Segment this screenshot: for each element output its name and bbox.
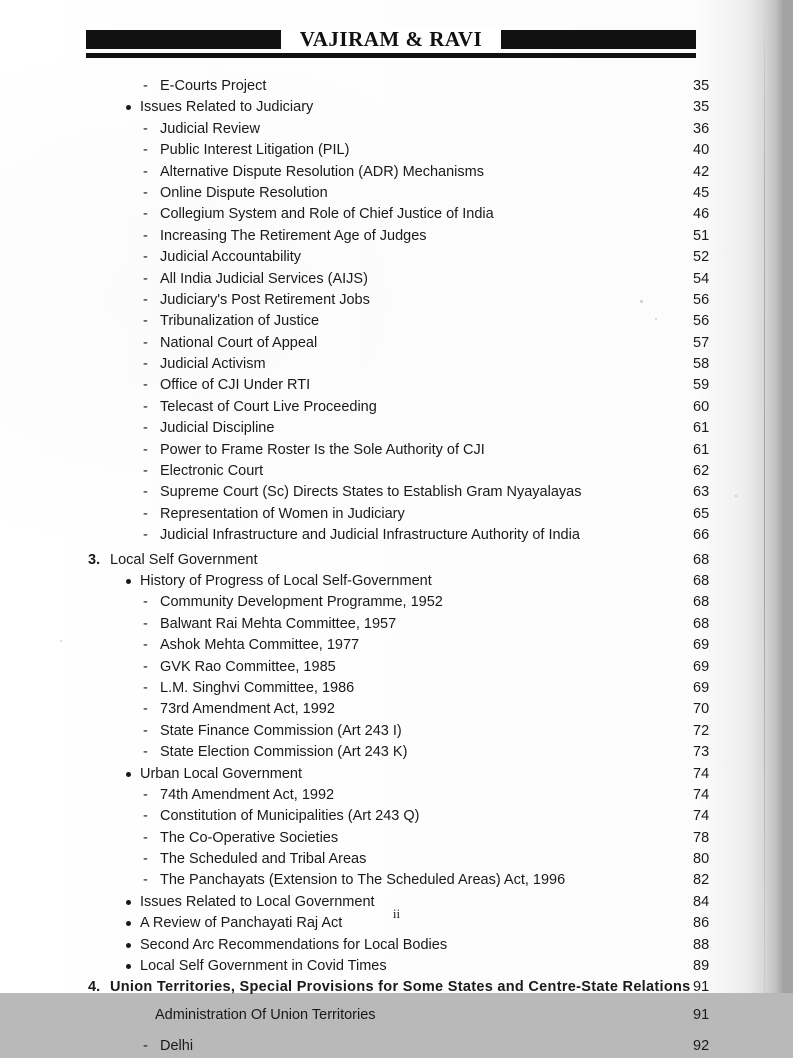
toc-entry-page-number: 46 [693,206,710,223]
toc-entry-label: The Co-Operative Societies [160,829,339,846]
toc-row[interactable] [0,162,793,183]
toc-entry-label: Judicial Review [160,120,260,137]
toc-entry-label: Representation of Women in Judiciary [160,505,405,522]
scan-speck [735,495,737,497]
toc-entry-label: Judicial Accountability [160,249,302,266]
header-rule-left [86,30,281,49]
toc-entry-page-number: 61 [693,420,710,437]
toc-entry-page-number: 45 [693,184,710,201]
bullet-icon [126,943,131,948]
toc-entry-page-number: 82 [693,872,710,889]
dash-icon: - [143,120,148,137]
toc-entry-label: L.M. Singhvi Committee, 1986 [160,679,355,696]
dash-icon: - [143,356,148,373]
toc-entry-page-number: 36 [693,120,710,137]
toc-entry-page-number: 54 [693,270,710,287]
toc-row[interactable] [0,418,793,439]
toc-entry-label: All India Judicial Services (AIJS) [160,270,368,287]
dash-icon: - [143,615,148,632]
toc-entry-page-number: 92 [693,1038,710,1055]
toc-row[interactable] [0,311,793,332]
toc-entry-label: E-Courts Project [160,78,267,94]
toc-row[interactable] [0,742,793,763]
toc-row[interactable] [0,119,793,140]
toc-entry-page-number: 74 [693,786,710,803]
toc-row[interactable] [0,870,793,891]
toc-entry-page-number: 70 [693,701,710,718]
toc-entry-label: A Review of Panchayati Raj Act [140,915,343,932]
toc-row[interactable] [0,785,793,806]
bullet-icon [126,579,131,584]
toc-entry-label: Judicial Activism [160,356,266,373]
toc-entry-label: Collegium System and Role of Chief Justice of India [160,206,494,223]
dash-icon: - [143,420,148,437]
toc-entry-label: Increasing The Retirement Age of Judges [160,227,427,244]
toc-entry-page-number: 42 [693,163,710,180]
toc-row[interactable] [0,269,793,290]
toc-entry-page-number: 56 [693,313,710,330]
toc-entry-label: Local Self Government in Covid Times [140,958,387,975]
toc-entry-page-number: 69 [693,679,710,696]
toc-entry-label: Constitution of Municipalities (Art 243 Q) [160,808,420,825]
toc-entry-page-number: 69 [693,637,710,654]
dash-icon: - [143,163,148,180]
toc-entry-page-number: 68 [693,594,710,611]
dash-icon: - [143,786,148,803]
toc-entry-label: Power to Frame Roster Is the Sole Authority of CJI [160,441,485,458]
dash-icon: - [143,744,148,761]
table-of-contents [0,76,793,1055]
toc-entry-page-number: 73 [693,744,710,761]
toc-entry-page-number: 51 [693,227,710,244]
toc-row[interactable] [0,140,793,161]
toc-row[interactable] [0,1005,793,1026]
toc-entry-page-number: 66 [693,527,710,544]
toc-row[interactable] [0,76,793,97]
toc-entry-page-number: 52 [693,249,710,266]
toc-entry-label: Judiciary's Post Retirement Jobs [160,291,370,308]
dash-icon: - [143,313,148,330]
toc-entry-label: Administration Of Union Territories [155,1006,376,1023]
toc-entry-label: Urban Local Government [140,765,302,782]
toc-row[interactable] [0,204,793,225]
toc-entry-page-number: 58 [693,356,710,373]
toc-row[interactable] [0,397,793,418]
toc-entry-page-number: 57 [693,334,710,351]
dash-icon: - [143,142,148,159]
toc-entry-label: The Panchayats (Extension to The Scheduled Areas) Act, 1996 [160,872,566,889]
toc-entry-label: Ashok Mehta Committee, 1977 [160,637,360,654]
toc-entry-page-number: 74 [693,765,710,782]
dash-icon: - [143,505,148,522]
dash-icon: - [143,808,148,825]
toc-row[interactable] [0,226,793,247]
toc-entry-label: Second Arc Recommendations for Local Bodies [140,936,448,953]
dash-icon: - [143,291,148,308]
toc-row[interactable] [0,721,793,742]
toc-entry-label: Supreme Court (Sc) Directs States to Establish Gram Nyayalayas [160,484,582,501]
toc-entry-page-number: 84 [693,893,710,910]
dash-icon: - [143,851,148,868]
toc-entry-label: Judicial Discipline [160,420,275,437]
dash-icon: - [143,701,148,718]
page-edge-line [764,0,765,993]
toc-entry-label: Judicial Infrastructure and Judicial Infrastructure Authority of India [160,527,580,544]
toc-entry-page-number: 68 [693,572,710,589]
toc-entry-page-number: 61 [693,441,710,458]
toc-entry-label: Alternative Dispute Resolution (ADR) Mechanisms [160,163,484,180]
toc-entry-label: Public Interest Litigation (PIL) [160,142,350,159]
toc-entry-page-number: 74 [693,808,710,825]
toc-row[interactable] [0,550,793,571]
dash-icon: - [143,184,148,201]
scan-speck [640,300,643,303]
dash-icon: - [143,463,148,480]
toc-row[interactable] [0,375,793,396]
scan-speck [60,640,62,642]
toc-row[interactable] [0,333,793,354]
toc-entry-page-number: 35 [693,78,710,94]
toc-row[interactable] [0,614,793,635]
bullet-icon [126,105,131,110]
dash-icon: - [143,722,148,739]
toc-entry-label: History of Progress of Local Self-Government [140,572,432,589]
header-rule-right [491,30,696,49]
toc-entry-page-number: 91 [693,1006,710,1023]
toc-section-number: 3. [88,551,101,568]
toc-row[interactable] [0,699,793,720]
toc-row[interactable] [0,183,793,204]
toc-row[interactable] [0,657,793,678]
dash-icon: - [143,484,148,501]
dash-icon: - [143,377,148,394]
toc-entry-label: Online Dispute Resolution [160,184,328,201]
toc-entry-page-number: 35 [693,99,710,116]
toc-row[interactable] [0,849,793,870]
toc-entry-label: State Finance Commission (Art 243 I) [160,722,402,739]
toc-row[interactable] [0,764,793,785]
publisher-title: VAJIRAM & RAVI [281,26,501,52]
toc-row[interactable] [0,247,793,268]
toc-row[interactable] [0,592,793,613]
page-number-footer: ii [392,906,401,921]
dash-icon: - [143,334,148,351]
toc-row[interactable] [0,504,793,525]
toc-entry-label: Community Development Programme, 1952 [160,594,443,611]
toc-row[interactable] [0,97,793,118]
toc-entry-page-number: 68 [693,615,710,632]
toc-entry-label: 74th Amendment Act, 1992 [160,786,335,803]
toc-entry-page-number: 40 [693,142,710,159]
dash-icon: - [143,206,148,223]
scan-speck [655,318,657,320]
dash-icon: - [143,594,148,611]
toc-entry-page-number: 62 [693,463,710,480]
toc-entry-page-number: 78 [693,829,710,846]
dash-icon: - [143,270,148,287]
dash-icon: - [143,398,148,415]
toc-entry-label: Tribunalization of Justice [160,313,320,330]
toc-section-number: 4. [88,979,101,996]
toc-row[interactable] [0,354,793,375]
bullet-icon [126,964,131,969]
toc-entry-page-number: 65 [693,505,710,522]
bullet-icon [126,772,131,777]
toc-entry-page-number: 86 [693,915,710,932]
dash-icon: - [143,829,148,846]
dash-icon: - [143,872,148,889]
bullet-icon [126,900,131,905]
toc-row[interactable] [0,290,793,311]
toc-row[interactable] [0,806,793,827]
page-header [86,26,696,56]
toc-entry-label: Electronic Court [160,463,264,480]
dash-icon: - [143,658,148,675]
toc-entry-label: Union Territories, Special Provisions for Some States and Centre-State Relations [110,979,691,996]
dash-icon: - [143,637,148,654]
dash-icon: - [143,679,148,696]
toc-row[interactable] [0,525,793,546]
toc-entry-page-number: 60 [693,398,710,415]
toc-entry-page-number: 69 [693,658,710,675]
toc-entry-page-number: 80 [693,851,710,868]
toc-entry-page-number: 89 [693,958,710,975]
toc-row[interactable] [0,956,793,977]
toc-row[interactable] [0,1036,793,1057]
dash-icon: - [143,441,148,458]
toc-row[interactable] [0,461,793,482]
dash-icon: - [143,227,148,244]
toc-entry-label: Issues Related to Local Government [140,893,375,910]
toc-entry-label: Balwant Rai Mehta Committee, 1957 [160,615,397,632]
toc-entry-page-number: 91 [693,979,710,996]
toc-row[interactable] [0,571,793,592]
toc-entry-page-number: 59 [693,377,710,394]
toc-row[interactable] [0,977,793,998]
dash-icon: - [143,249,148,266]
toc-entry-label: 73rd Amendment Act, 1992 [160,701,335,718]
dash-icon: - [143,527,148,544]
toc-entry-label: Local Self Government [110,551,258,568]
toc-entry-label: The Scheduled and Tribal Areas [160,851,367,868]
toc-row[interactable] [0,440,793,461]
toc-entry-page-number: 63 [693,484,710,501]
toc-entry-label: Office of CJI Under RTI [160,377,311,394]
toc-row[interactable] [0,635,793,656]
toc-entry-label: State Election Commission (Art 243 K) [160,744,408,761]
dash-icon: - [143,1038,148,1055]
toc-row[interactable] [0,678,793,699]
header-rule-bottom [86,53,696,58]
toc-entry-label: GVK Rao Committee, 1985 [160,658,336,675]
toc-entry-label: National Court of Appeal [160,334,318,351]
toc-entry-label: Issues Related to Judiciary [140,99,314,116]
toc-entry-label: Delhi [160,1038,194,1055]
toc-row[interactable] [0,482,793,503]
toc-entry-page-number: 72 [693,722,710,739]
toc-row[interactable] [0,935,793,956]
toc-row[interactable] [0,828,793,849]
dash-icon: - [143,78,148,94]
toc-entry-label: Telecast of Court Live Proceeding [160,398,377,415]
toc-entry-page-number: 56 [693,291,710,308]
toc-entry-page-number: 88 [693,936,710,953]
toc-entry-page-number: 68 [693,551,710,568]
